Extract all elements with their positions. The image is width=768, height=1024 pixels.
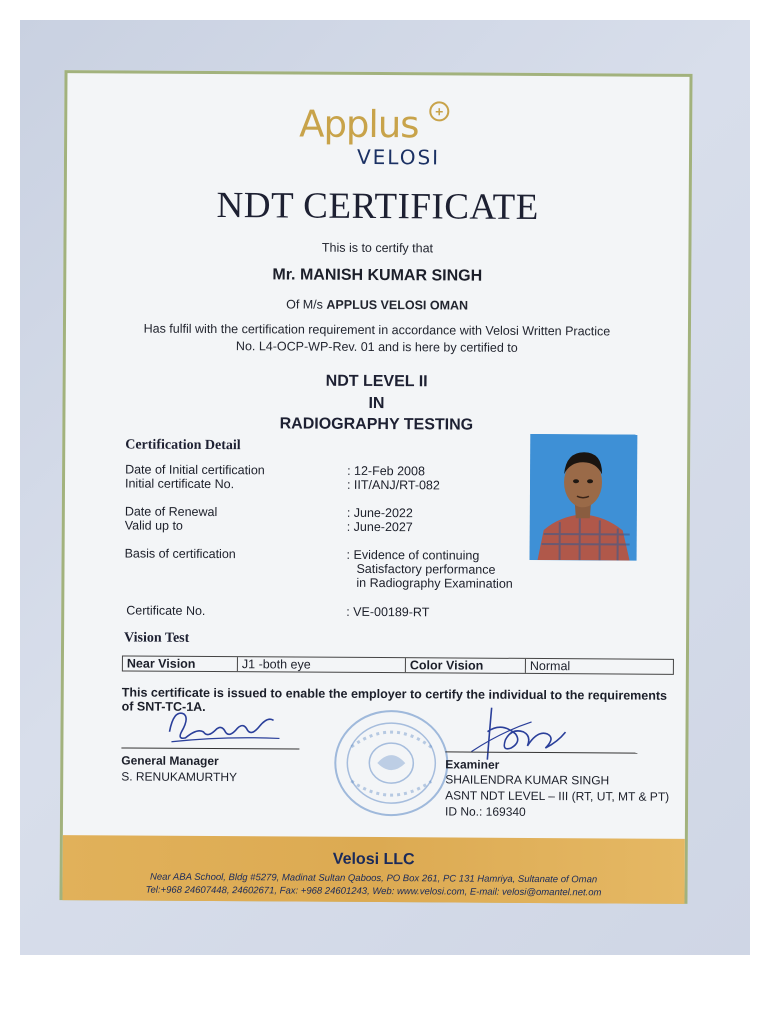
portrait-photo — [530, 434, 638, 561]
company-prefix: Of M/s — [286, 297, 327, 312]
examiner-name: SHAILENDRA KUMAR SINGH — [445, 772, 610, 788]
certificate-number-label: Certificate No. — [126, 603, 206, 618]
company-name: APPLUS VELOSI OMAN — [326, 297, 469, 313]
logo-brand-text: Applus — [299, 102, 419, 147]
near-vision-value: J1 -both eye — [238, 657, 406, 672]
general-manager-signature-icon — [163, 702, 283, 749]
general-manager-name: S. RENUKAMURTHY — [121, 769, 238, 785]
general-manager-signature-line — [121, 747, 299, 749]
company-logo — [68, 73, 690, 170]
certification-detail-heading: Certification Detail — [125, 437, 241, 454]
detail-value: : Evidence of continuing — [346, 547, 480, 563]
detail-value: : IIT/ANJ/RT-082 — [346, 477, 440, 493]
issue-note-line-2: of SNT-TC-1A. — [121, 699, 206, 714]
detail-value: : June-2027 — [346, 519, 413, 535]
certificate-document — [59, 70, 692, 904]
examiner-qualification: ASNT NDT LEVEL – III (RT, UT, MT & PT) — [445, 788, 670, 804]
footer-address: Near ABA School, Bldg #5279, Madinat Sultan Qaboos, PO Box 261, PC 131 Hamriya, Sultanate of Oman — [150, 871, 598, 886]
color-vision-label: Color Vision — [406, 658, 526, 673]
footer-band — [62, 835, 684, 904]
level-line-2: IN — [368, 394, 385, 413]
examiner-role: Examiner — [445, 757, 500, 772]
certify-intro: This is to certify that — [321, 240, 434, 256]
detail-label: Valid up to — [124, 518, 183, 533]
level-line-1: NDT LEVEL II — [325, 372, 428, 391]
portrait-icon — [530, 434, 638, 561]
detail-value: : June-2022 — [346, 505, 413, 521]
examiner-id: ID No.: 169340 — [444, 804, 526, 819]
basis-line-3: in Radiography Examination — [356, 575, 513, 591]
detail-label: Basis of certification — [124, 546, 236, 562]
footer-contact: Tel:+968 24607448, 24602671, Fax: +968 24601243, Web: www.velosi.com, E-mail: velosi@omantel.net.om — [145, 884, 602, 899]
holder-name: Mr. MANISH KUMAR SINGH — [272, 266, 483, 285]
general-manager-role: General Manager — [121, 753, 219, 769]
issue-note-line-1: This certificate is issued to enable the employer to certify the individual to the requirements — [121, 685, 668, 703]
detail-label: Initial certificate No. — [124, 476, 235, 492]
color-vision-value: Normal — [529, 658, 571, 674]
statement-line-1: Has fulfil with the certification requirement in accordance with Velosi Written Practice — [143, 321, 611, 339]
logo-subbrand-text: VELOSI — [356, 144, 441, 170]
detail-label: Date of Renewal — [124, 504, 218, 520]
vision-table — [122, 655, 674, 674]
holder-company-line — [66, 296, 688, 314]
logo-plus-icon: + — [429, 101, 449, 121]
detail-value: : 12-Feb 2008 — [347, 463, 425, 479]
statement-line-2: No. L4-OCP-WP-Rev. 01 and is here by certified to — [235, 339, 518, 355]
certificate-title: NDT CERTIFICATE — [216, 185, 539, 228]
footer-company-name: Velosi LLC — [332, 850, 415, 869]
company-stamp-icon — [331, 707, 452, 820]
detail-label: Date of Initial certification — [125, 462, 265, 478]
level-line-3: RADIOGRAPHY TESTING — [279, 415, 474, 434]
vision-test-heading: Vision Test — [124, 630, 190, 646]
near-vision-label: Near Vision — [123, 656, 238, 671]
examiner-signature-icon — [461, 702, 571, 767]
basis-line-2: Satisfactory performance — [356, 561, 496, 577]
certificate-number-value: : VE-00189-RT — [346, 604, 430, 620]
